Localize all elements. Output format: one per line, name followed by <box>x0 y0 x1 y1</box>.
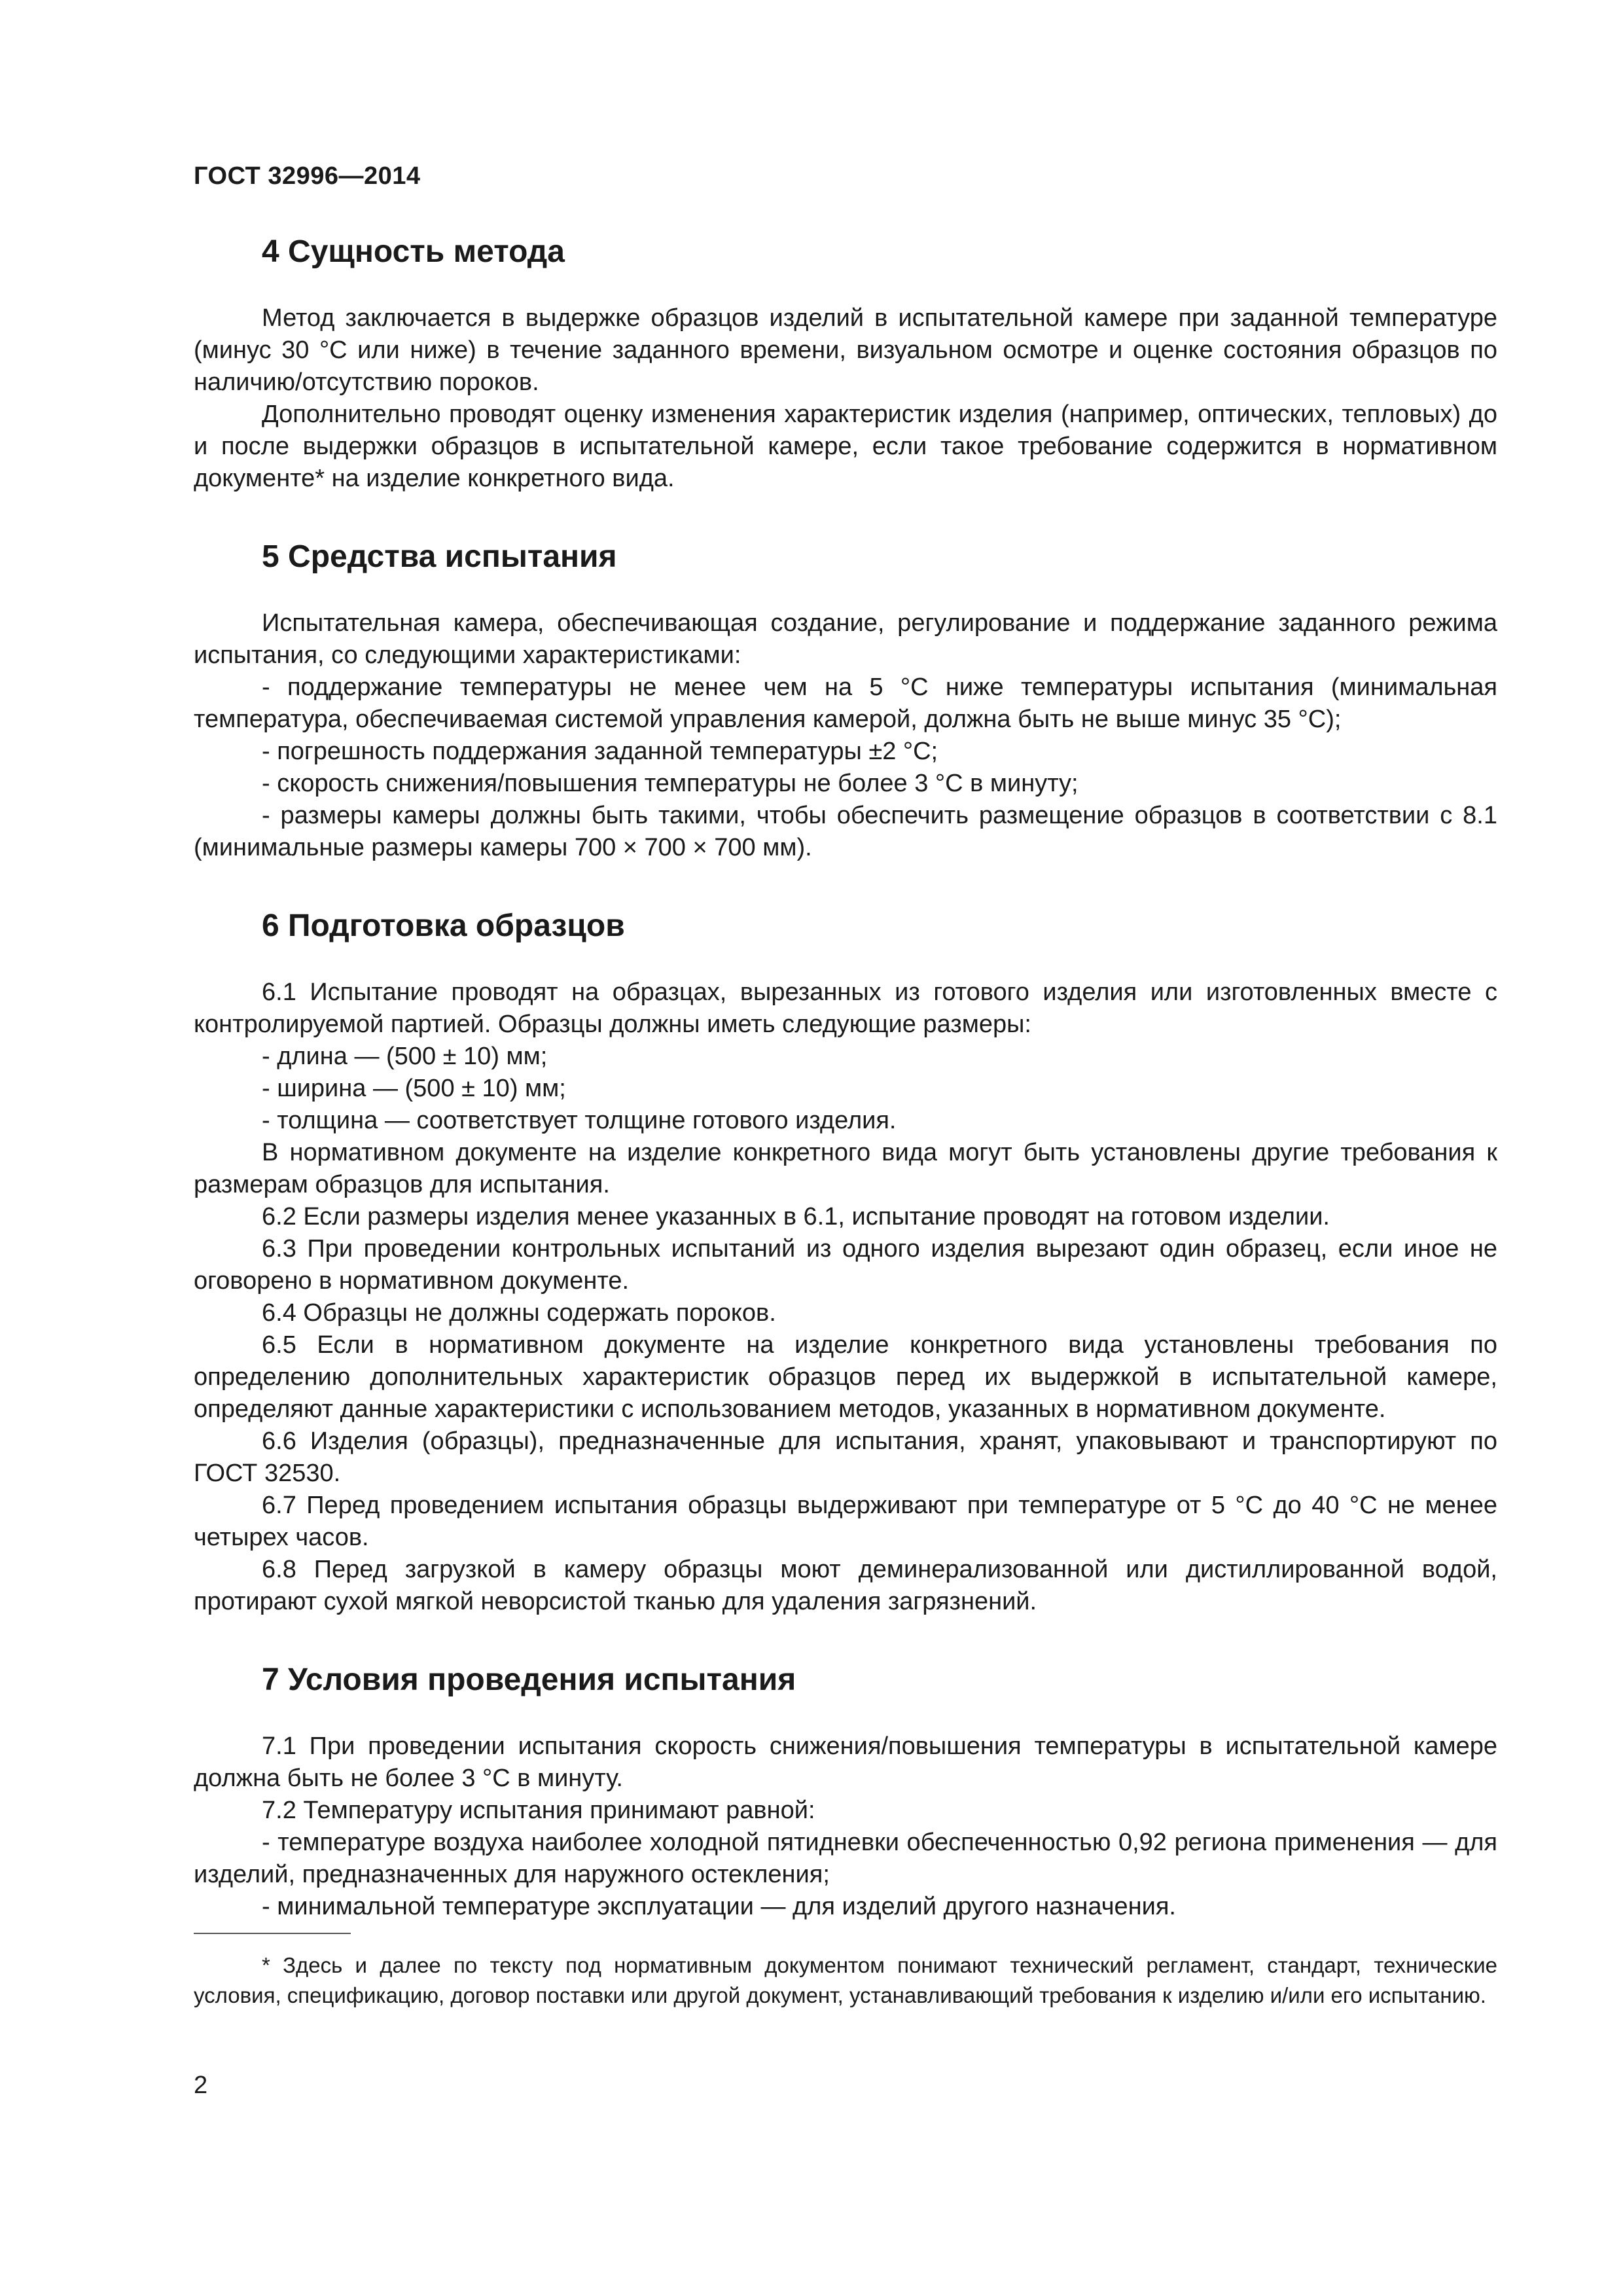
footnote: * Здесь и далее по тексту под нормативным документом понимают технический регламент, стандарт, технические условия, спецификацию, договор поставки или другой документ, устанавливающий требования к изделию и/или его испытанию. <box>194 1953 1497 2007</box>
section-body <box>194 1731 1497 1923</box>
document-header: ГОСТ 32996—2014 <box>194 162 421 190</box>
footnote-divider <box>194 1933 351 1934</box>
paragraph: 6.2 Если размеры изделия менее указанных в 6.1, испытание проводят на готовом изделии. <box>262 1203 1330 1230</box>
list-item: - погрешность поддержания заданной температуры ±2 °С; <box>262 738 938 765</box>
paragraph: 6.7 Перед проведением испытания образцы выдерживают при температуре от 5 °С до 40 °С не менее четырех часов. <box>194 1492 1497 1551</box>
paragraph: 6.1 Испытание проводят на образцах, вырезанных из готового изделия или изготовленных вместе с контролируемой партией. Образцы должны иметь следующие размеры: <box>194 978 1497 1038</box>
paragraph: 6.5 Если в нормативном документе на изделие конкретного вида установлены требования по определению дополнительных характеристик образцов перед их выдержкой в испытательной камере, определяют данные характеристики с использованием методов, указанных в нормативном документе. <box>194 1331 1497 1423</box>
paragraph: 7.2 Температуру испытания принимают равной: <box>262 1797 815 1824</box>
section-body <box>194 607 1497 864</box>
paragraph: 6.6 Изделия (образцы), предназначенные для испытания, хранят, упаковывают и транспортируют по ГОСТ 32530. <box>194 1427 1497 1487</box>
section-heading: 7 Условия проведения испытания <box>262 1662 796 1697</box>
section-heading: 4 Сущность метода <box>262 234 565 269</box>
section-6 <box>194 903 1497 1618</box>
section-4 <box>194 229 1497 495</box>
section-body <box>194 302 1497 495</box>
list-item: - минимальной температуре эксплуатации — для изделий другого назначения. <box>262 1893 1176 1920</box>
paragraph: 6.3 При проведении контрольных испытаний из одного изделия вырезают один образец, если иное не оговорено в нормативном документе. <box>194 1235 1497 1295</box>
paragraph: 7.1 При проведении испытания скорость снижения/повышения температуры в испытательной камере должна быть не более 3 °С в минуту. <box>194 1732 1497 1792</box>
list-item: - скорость снижения/повышения температуры не более 3 °С в минуту; <box>262 770 1079 797</box>
paragraph: 6.4 Образцы не должны содержать пороков. <box>262 1299 776 1327</box>
page-number: 2 <box>194 2072 208 2099</box>
paragraph: В нормативном документе на изделие конкретного вида могут быть установлены другие требования к размерам образцов для испытания. <box>194 1139 1497 1198</box>
document-body <box>194 216 1497 1962</box>
list-item: - длина — (500 ± 10) мм; <box>262 1043 548 1070</box>
section-heading: 6 Подготовка образцов <box>262 908 625 943</box>
list-item: - температуре воздуха наиболее холодной пятидневки обеспеченностью 0,92 региона применения — для изделий, предназначенных для наружного остекления; <box>194 1829 1497 1888</box>
paragraph: Метод заключается в выдержке образцов изделий в испытательной камере при заданной температуре (минус 30 °С или ниже) в течение заданного времени, визуальном осмотре и оценке состояния образцов по наличию/отсутствию пороков. <box>194 304 1497 396</box>
paragraph: 6.8 Перед загрузкой в камеру образцы моют деминерализованной или дистиллированной водой, протирают сухой мягкой неворсистой тканью для удаления загрязнений. <box>194 1556 1497 1615</box>
list-item: - толщина — соответствует толщине готового изделия. <box>262 1107 897 1134</box>
list-item: - размеры камеры должны быть такими, чтобы обеспечить размещение образцов в соответствии с 8.1 (минимальные размеры камеры 700 × 700 × 700 мм). <box>194 802 1497 861</box>
section-body <box>194 977 1497 1618</box>
section-5 <box>194 534 1497 864</box>
section-7 <box>194 1657 1497 1923</box>
list-item: - поддержание температуры не менее чем на 5 °С ниже температуры испытания (минимальная температура, обеспечиваемая системой управления камерой, должна быть не выше минус 35 °С); <box>194 673 1497 733</box>
paragraph: Испытательная камера, обеспечивающая создание, регулирование и поддержание заданного режима испытания, со следующими характеристиками: <box>194 609 1497 669</box>
paragraph: Дополнительно проводят оценку изменения характеристик изделия (например, оптических, тепловых) до и после выдержки образцов в испытательной камере, если такое требование содержится в нормативном документе* на изделие конкретного вида. <box>194 401 1497 492</box>
section-heading: 5 Средства испытания <box>262 539 617 574</box>
list-item: - ширина — (500 ± 10) мм; <box>262 1075 566 1102</box>
